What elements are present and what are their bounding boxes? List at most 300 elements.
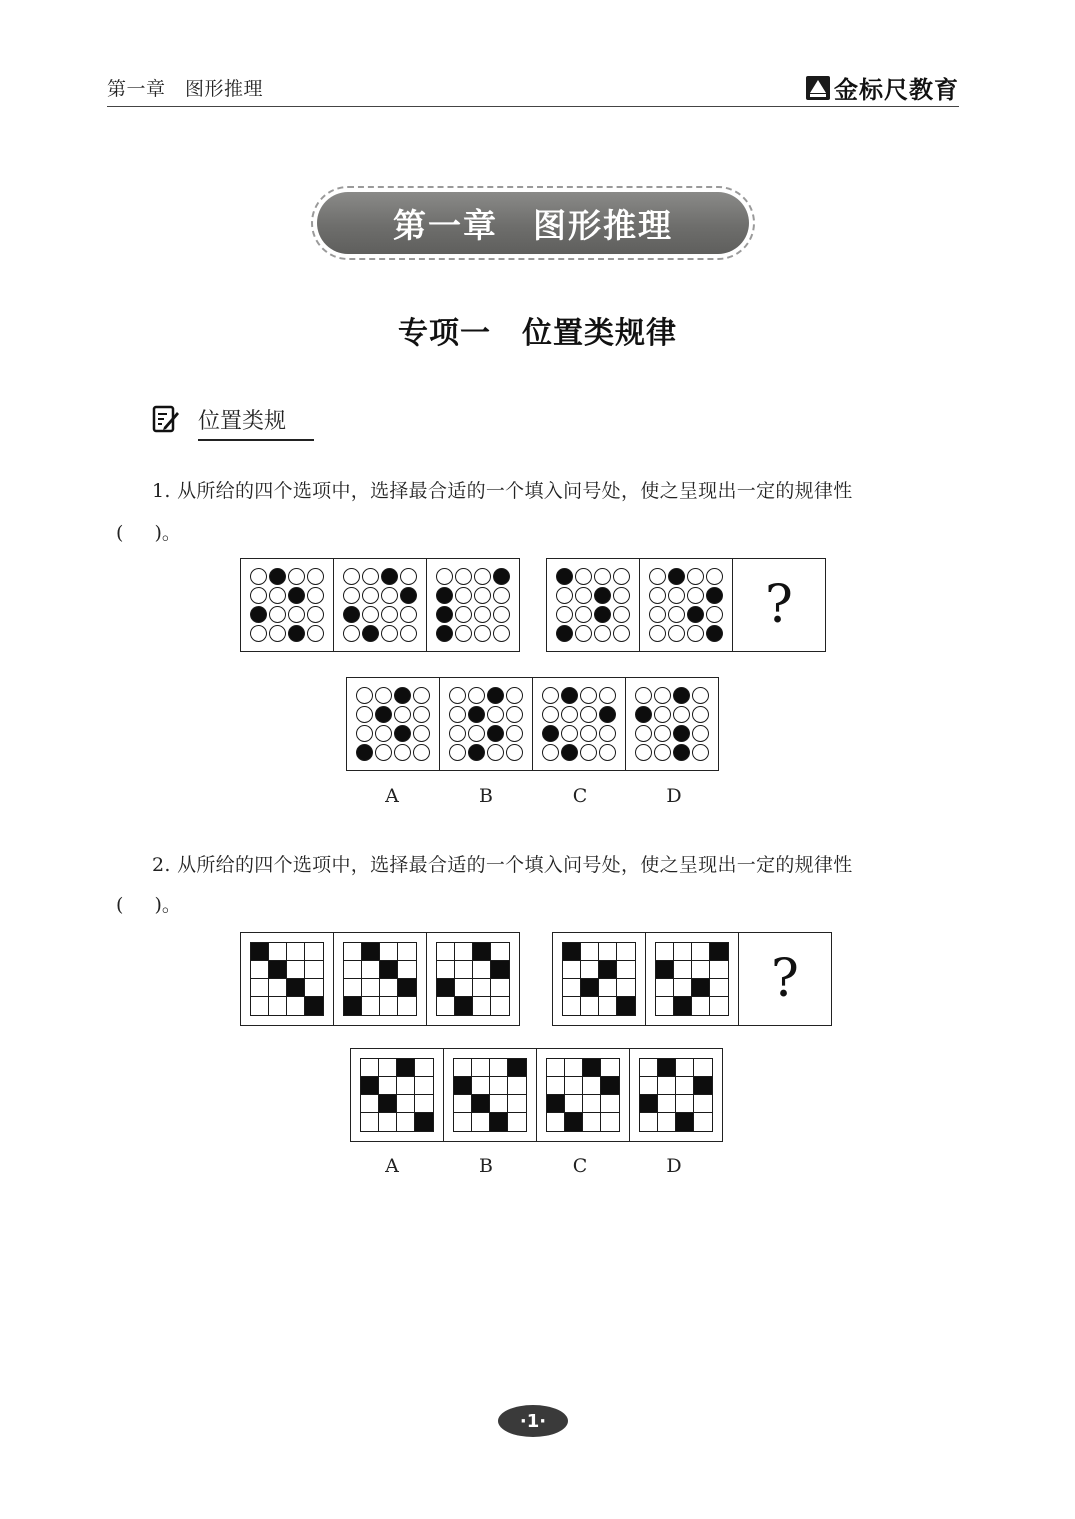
empty-cell — [599, 943, 617, 961]
filled-cell — [694, 1077, 712, 1095]
question-2-option-d-label[interactable]: D — [666, 1155, 682, 1177]
empty-cell — [640, 1077, 658, 1095]
empty-cell — [506, 725, 523, 742]
option-panel-c[interactable] — [537, 1049, 630, 1141]
circle-grid — [249, 567, 325, 643]
empty-cell — [449, 725, 466, 742]
empty-cell — [491, 997, 509, 1015]
empty-cell — [343, 587, 360, 604]
circle-grid — [355, 686, 431, 762]
square-grid — [250, 942, 324, 1016]
empty-cell — [455, 606, 472, 623]
empty-cell — [706, 606, 723, 623]
filled-cell — [251, 943, 269, 961]
empty-cell — [599, 979, 617, 997]
filled-cell — [581, 979, 599, 997]
empty-cell — [455, 625, 472, 642]
empty-cell — [547, 1077, 565, 1095]
filled-cell — [288, 587, 305, 604]
empty-cell — [613, 568, 630, 585]
filled-cell — [397, 1059, 415, 1077]
filled-cell — [583, 1059, 601, 1077]
empty-cell — [580, 725, 597, 742]
stem-panel-4 — [553, 933, 646, 1025]
option-panel-a[interactable] — [351, 1049, 444, 1141]
chapter-banner-fill — [317, 192, 749, 254]
empty-cell — [583, 1113, 601, 1131]
empty-cell — [692, 706, 709, 723]
filled-cell — [599, 961, 617, 979]
filled-cell — [468, 706, 485, 723]
empty-cell — [397, 1095, 415, 1113]
empty-cell — [362, 568, 379, 585]
empty-cell — [474, 606, 491, 623]
empty-cell — [594, 568, 611, 585]
option-panel-b[interactable] — [440, 678, 533, 770]
empty-cell — [487, 744, 504, 761]
option-panel-b[interactable] — [444, 1049, 537, 1141]
empty-cell — [473, 961, 491, 979]
empty-cell — [508, 1095, 526, 1113]
empty-cell — [599, 997, 617, 1015]
filled-cell — [437, 979, 455, 997]
empty-cell — [380, 979, 398, 997]
filled-cell — [250, 606, 267, 623]
stem-panel-4 — [547, 559, 640, 651]
empty-cell — [415, 1095, 433, 1113]
empty-cell — [413, 725, 430, 742]
empty-cell — [375, 744, 392, 761]
empty-cell — [581, 961, 599, 979]
empty-cell — [472, 1059, 490, 1077]
empty-cell — [394, 744, 411, 761]
empty-cell — [474, 568, 491, 585]
empty-cell — [400, 606, 417, 623]
filled-cell — [706, 625, 723, 642]
empty-cell — [668, 606, 685, 623]
circle-grid — [448, 686, 524, 762]
publisher-logo — [806, 70, 959, 105]
empty-cell — [491, 943, 509, 961]
empty-cell — [356, 706, 373, 723]
empty-cell — [490, 1095, 508, 1113]
empty-cell — [474, 625, 491, 642]
empty-cell — [343, 568, 360, 585]
empty-cell — [413, 687, 430, 704]
empty-cell — [656, 997, 674, 1015]
filled-cell — [556, 568, 573, 585]
empty-cell — [413, 744, 430, 761]
empty-cell — [361, 1059, 379, 1077]
question-2-answer-blank: ( )。 — [116, 894, 181, 916]
empty-cell — [649, 606, 666, 623]
empty-cell — [379, 1077, 397, 1095]
filled-cell — [287, 979, 305, 997]
question-2-option-b-label[interactable]: B — [479, 1155, 493, 1177]
filled-cell — [269, 568, 286, 585]
filled-cell — [542, 725, 559, 742]
question-1-option-b-label[interactable]: B — [479, 785, 493, 807]
filled-cell — [561, 687, 578, 704]
question-mark-panel — [733, 559, 825, 651]
edit-note-icon — [152, 404, 180, 434]
empty-cell — [581, 943, 599, 961]
empty-cell — [400, 625, 417, 642]
empty-cell — [398, 943, 416, 961]
empty-cell — [307, 606, 324, 623]
empty-cell — [673, 706, 690, 723]
empty-cell — [654, 744, 671, 761]
empty-cell — [575, 606, 592, 623]
chapter-title: 第一章 图形推理 — [393, 205, 673, 245]
empty-cell — [413, 706, 430, 723]
empty-cell — [362, 587, 379, 604]
question-1-stem-group-1 — [240, 558, 520, 652]
square-grid — [639, 1058, 713, 1132]
empty-cell — [542, 687, 559, 704]
empty-cell — [556, 606, 573, 623]
empty-cell — [344, 979, 362, 997]
filled-cell — [617, 997, 635, 1015]
empty-cell — [287, 961, 305, 979]
square-grid — [360, 1058, 434, 1132]
filled-cell — [473, 943, 491, 961]
stem-panel-2 — [334, 559, 427, 651]
question-mark-panel — [739, 933, 831, 1025]
empty-cell — [617, 961, 635, 979]
question-mark-icon: ? — [765, 575, 793, 635]
empty-cell — [506, 744, 523, 761]
filled-cell — [380, 961, 398, 979]
empty-cell — [472, 1113, 490, 1131]
empty-cell — [668, 587, 685, 604]
stem-panel-1 — [241, 559, 334, 651]
empty-cell — [710, 979, 728, 997]
question-1-option-a-label[interactable]: A — [385, 785, 399, 807]
empty-cell — [668, 625, 685, 642]
question-2-stem-group-1 — [240, 932, 520, 1026]
empty-cell — [287, 997, 305, 1015]
filled-cell — [472, 1095, 490, 1113]
empty-cell — [287, 943, 305, 961]
filled-cell — [674, 997, 692, 1015]
empty-cell — [398, 997, 416, 1015]
empty-cell — [654, 725, 671, 742]
empty-cell — [674, 943, 692, 961]
empty-cell — [617, 979, 635, 997]
filled-cell — [375, 706, 392, 723]
empty-cell — [613, 625, 630, 642]
square-grid — [546, 1058, 620, 1132]
empty-cell — [362, 997, 380, 1015]
filled-cell — [361, 1077, 379, 1095]
empty-cell — [692, 961, 710, 979]
empty-cell — [449, 744, 466, 761]
empty-cell — [380, 943, 398, 961]
empty-cell — [473, 997, 491, 1015]
empty-cell — [251, 997, 269, 1015]
empty-cell — [250, 625, 267, 642]
empty-cell — [654, 687, 671, 704]
empty-cell — [658, 1113, 676, 1131]
filled-cell — [491, 961, 509, 979]
filled-cell — [547, 1095, 565, 1113]
question-2-options — [350, 1048, 723, 1142]
empty-cell — [490, 1059, 508, 1077]
square-grid — [453, 1058, 527, 1132]
empty-cell — [305, 979, 323, 997]
empty-cell — [361, 1095, 379, 1113]
circle-grid — [435, 567, 511, 643]
empty-cell — [375, 687, 392, 704]
empty-cell — [307, 587, 324, 604]
square-grid — [436, 942, 510, 1016]
filled-cell — [400, 587, 417, 604]
empty-cell — [575, 568, 592, 585]
empty-cell — [687, 587, 704, 604]
question-2-stem-group-2 — [552, 932, 832, 1026]
filled-cell — [658, 1059, 676, 1077]
empty-cell — [601, 1113, 619, 1131]
empty-cell — [344, 943, 362, 961]
empty-cell — [654, 706, 671, 723]
empty-cell — [575, 625, 592, 642]
empty-cell — [506, 687, 523, 704]
empty-cell — [487, 706, 504, 723]
empty-cell — [601, 1095, 619, 1113]
empty-cell — [269, 625, 286, 642]
empty-cell — [692, 744, 709, 761]
empty-cell — [547, 1113, 565, 1131]
empty-cell — [565, 1059, 583, 1077]
empty-cell — [658, 1077, 676, 1095]
filled-cell — [436, 625, 453, 642]
empty-cell — [398, 961, 416, 979]
empty-cell — [381, 606, 398, 623]
empty-cell — [437, 961, 455, 979]
filled-cell — [468, 744, 485, 761]
filled-cell — [288, 625, 305, 642]
question-2-option-c-label[interactable]: C — [572, 1155, 588, 1177]
filled-cell — [343, 606, 360, 623]
empty-cell — [676, 1059, 694, 1077]
empty-cell — [692, 725, 709, 742]
empty-cell — [449, 706, 466, 723]
question-1-option-d-label[interactable]: D — [666, 785, 682, 807]
filled-cell — [269, 961, 287, 979]
empty-cell — [454, 1059, 472, 1077]
empty-cell — [599, 687, 616, 704]
question-1-option-c-label[interactable]: C — [572, 785, 588, 807]
empty-cell — [649, 625, 666, 642]
empty-cell — [617, 943, 635, 961]
empty-cell — [397, 1077, 415, 1095]
empty-cell — [468, 687, 485, 704]
empty-cell — [305, 943, 323, 961]
empty-cell — [362, 606, 379, 623]
option-panel-d[interactable] — [626, 678, 718, 770]
circle-grid — [634, 686, 710, 762]
empty-cell — [640, 1059, 658, 1077]
empty-cell — [640, 1113, 658, 1131]
empty-cell — [307, 625, 324, 642]
empty-cell — [694, 1059, 712, 1077]
empty-cell — [269, 606, 286, 623]
empty-cell — [674, 979, 692, 997]
question-1-answer-blank: ( )。 — [116, 522, 181, 544]
filled-cell — [487, 687, 504, 704]
empty-cell — [491, 979, 509, 997]
empty-cell — [542, 706, 559, 723]
empty-cell — [580, 687, 597, 704]
empty-cell — [449, 687, 466, 704]
filled-cell — [556, 625, 573, 642]
filled-cell — [673, 725, 690, 742]
empty-cell — [635, 744, 652, 761]
empty-cell — [649, 587, 666, 604]
empty-cell — [251, 979, 269, 997]
stem-panel-1 — [241, 933, 334, 1025]
filled-cell — [594, 587, 611, 604]
running-title: 第一章 图形推理 — [107, 78, 264, 100]
chapter-banner — [311, 186, 755, 260]
subsection-label: 位置类规 — [198, 409, 287, 434]
filled-cell — [656, 961, 674, 979]
empty-cell — [694, 1113, 712, 1131]
empty-cell — [547, 1059, 565, 1077]
filled-cell — [305, 997, 323, 1015]
filled-cell — [706, 587, 723, 604]
filled-cell — [436, 606, 453, 623]
empty-cell — [437, 943, 455, 961]
empty-cell — [343, 625, 360, 642]
empty-cell — [508, 1077, 526, 1095]
filled-cell — [561, 744, 578, 761]
empty-cell — [613, 606, 630, 623]
filled-cell — [362, 943, 380, 961]
option-panel-d[interactable] — [630, 1049, 722, 1141]
empty-cell — [542, 744, 559, 761]
header-divider — [107, 106, 959, 107]
empty-cell — [381, 587, 398, 604]
empty-cell — [687, 568, 704, 585]
empty-cell — [288, 606, 305, 623]
question-2-option-a-label[interactable]: A — [385, 1155, 399, 1177]
empty-cell — [635, 725, 652, 742]
filled-cell — [635, 706, 652, 723]
square-grid — [562, 942, 636, 1016]
empty-cell — [580, 706, 597, 723]
circle-grid — [648, 567, 724, 643]
empty-cell — [379, 1113, 397, 1131]
empty-cell — [687, 625, 704, 642]
filled-cell — [398, 979, 416, 997]
filled-cell — [508, 1059, 526, 1077]
filled-cell — [668, 568, 685, 585]
empty-cell — [454, 1095, 472, 1113]
empty-cell — [269, 943, 287, 961]
empty-cell — [561, 706, 578, 723]
empty-cell — [599, 744, 616, 761]
stem-panel-3 — [427, 559, 519, 651]
stem-panel-3 — [427, 933, 519, 1025]
empty-cell — [375, 725, 392, 742]
filled-cell — [356, 744, 373, 761]
filled-cell — [676, 1113, 694, 1131]
question-2-text: 2. 从所给的四个选项中，选择最合适的一个填入问号处，使之呈现出一定的规律性 — [152, 854, 853, 876]
empty-cell — [269, 587, 286, 604]
option-panel-a[interactable] — [347, 678, 440, 770]
empty-cell — [380, 997, 398, 1015]
empty-cell — [305, 961, 323, 979]
empty-cell — [455, 943, 473, 961]
empty-cell — [676, 1077, 694, 1095]
circle-grid — [555, 567, 631, 643]
empty-cell — [493, 587, 510, 604]
empty-cell — [692, 687, 709, 704]
stem-panel-2 — [334, 933, 427, 1025]
pyramid-logo-icon — [806, 76, 830, 100]
empty-cell — [694, 1095, 712, 1113]
empty-cell — [436, 568, 453, 585]
filled-cell — [436, 587, 453, 604]
empty-cell — [493, 606, 510, 623]
empty-cell — [706, 568, 723, 585]
circle-grid — [342, 567, 418, 643]
page-number-badge: ·1· — [498, 1405, 568, 1437]
filled-cell — [454, 1077, 472, 1095]
logo-text: 金标尺教育 — [834, 76, 959, 104]
empty-cell — [415, 1059, 433, 1077]
empty-cell — [455, 961, 473, 979]
question-1-options — [346, 677, 719, 771]
empty-cell — [613, 587, 630, 604]
empty-cell — [437, 997, 455, 1015]
section-title: 专项一 位置类规律 — [398, 316, 677, 351]
empty-cell — [565, 1095, 583, 1113]
empty-cell — [381, 625, 398, 642]
empty-cell — [635, 687, 652, 704]
empty-cell — [356, 725, 373, 742]
filled-cell — [379, 1095, 397, 1113]
filled-cell — [415, 1113, 433, 1131]
stem-panel-5 — [646, 933, 739, 1025]
filled-cell — [563, 943, 581, 961]
empty-cell — [379, 1059, 397, 1077]
filled-cell — [565, 1113, 583, 1131]
empty-cell — [583, 1095, 601, 1113]
empty-cell — [362, 979, 380, 997]
filled-cell — [692, 979, 710, 997]
option-panel-c[interactable] — [533, 678, 626, 770]
filled-cell — [640, 1095, 658, 1113]
empty-cell — [455, 587, 472, 604]
filled-cell — [710, 943, 728, 961]
empty-cell — [250, 568, 267, 585]
empty-cell — [710, 961, 728, 979]
question-mark-icon: ? — [771, 949, 799, 1009]
filled-cell — [673, 744, 690, 761]
empty-cell — [656, 979, 674, 997]
filled-cell — [594, 606, 611, 623]
empty-cell — [468, 725, 485, 742]
filled-cell — [599, 706, 616, 723]
empty-cell — [251, 961, 269, 979]
empty-cell — [575, 587, 592, 604]
filled-cell — [394, 687, 411, 704]
empty-cell — [563, 961, 581, 979]
empty-cell — [397, 1113, 415, 1131]
